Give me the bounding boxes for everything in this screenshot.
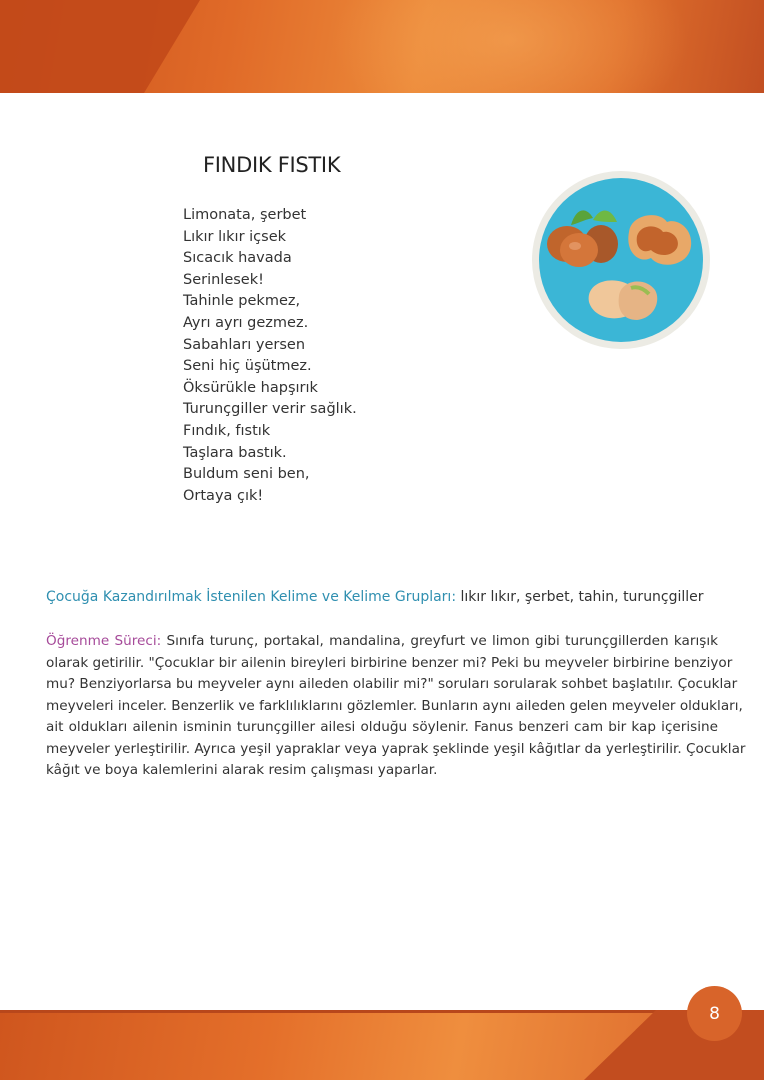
poem-line: Lıkır lıkır içsek [183, 228, 287, 245]
header-band [0, 0, 764, 93]
process-line: ait oldukları ailenin isminin turunçgiller ailesi olduğu söylenir. Fanus benzeri cam bir kap içerisine [46, 719, 718, 735]
learning-process-section [46, 631, 746, 782]
hazelnut-icon [560, 233, 598, 267]
page-number: 8 [687, 986, 742, 1041]
poem-text [183, 205, 357, 507]
header-band-shade [0, 0, 200, 93]
process-line: mu? Benziyorlarsa bu meyveler aynı aileden olabilir mi?" soruları sorularak sohbet başlatılır. Çocuklar [46, 676, 738, 692]
poem-line: Öksürükle hapşırık [183, 379, 318, 396]
poem-line: Fındık, fıstık [183, 422, 271, 439]
poem-title: FINDIK FISTIK [203, 153, 341, 177]
learning-process-label: Öğrenme Süreci: [46, 633, 162, 649]
process-line: olarak getirilir. "Çocuklar bir ailenin bireyleri birbirine benzer mi? Peki bu meyveler birbirine benziyor [46, 654, 733, 671]
nuts-illustration-icon [531, 170, 711, 350]
vocabulary-section [46, 589, 726, 605]
vocabulary-label: Çocuğa Kazandırılmak İstenilen Kelime ve Kelime Grupları: [46, 589, 457, 605]
process-line-text: Sınıfa turunç, portakal, mandalina, greyfurt ve limon gibi turunçgillerden karışık [161, 633, 718, 649]
poem-line: Limonata, şerbet [183, 207, 307, 223]
poem-line: Sıcacık havada [183, 250, 292, 267]
poem-line: Tahinle pekmez, [183, 293, 301, 310]
footer-band [0, 1010, 764, 1080]
process-line [46, 631, 718, 653]
process-line: meyveler yerleştirilir. Ayrıca yeşil yapraklar veya yaprak şeklinde yeşil kâğıtlar da yerleştirilir. Çocuklar [46, 740, 746, 757]
poem-line: Turunçgiller verir sağlık. [183, 401, 357, 418]
poem-line: Buldum seni ben, [183, 466, 310, 483]
poem-line: Sabahları yersen [183, 336, 306, 353]
footer-band-line [0, 1010, 764, 1013]
process-line: meyveleri inceler. Benzerlik ve farklılıklarını gözlemler. Bunların aynı aileden gelen meyveler oldukları, [46, 697, 743, 714]
poem-line: Seni hiç üşütmez. [183, 358, 312, 375]
process-line: kâğıt ve boya kalemlerini alarak resim çalışması yaparlar. [46, 762, 438, 778]
poem-line: Ayrı ayrı gezmez. [183, 314, 309, 331]
vocabulary-text: lıkır lıkır, şerbet, tahin, turunçgiller [456, 589, 704, 605]
poem-line: Taşlara bastık. [183, 444, 287, 461]
header-band-glow [330, 0, 690, 93]
poem-line: Ortaya çık! [183, 487, 264, 504]
poem-line: Serinlesek! [183, 271, 264, 288]
